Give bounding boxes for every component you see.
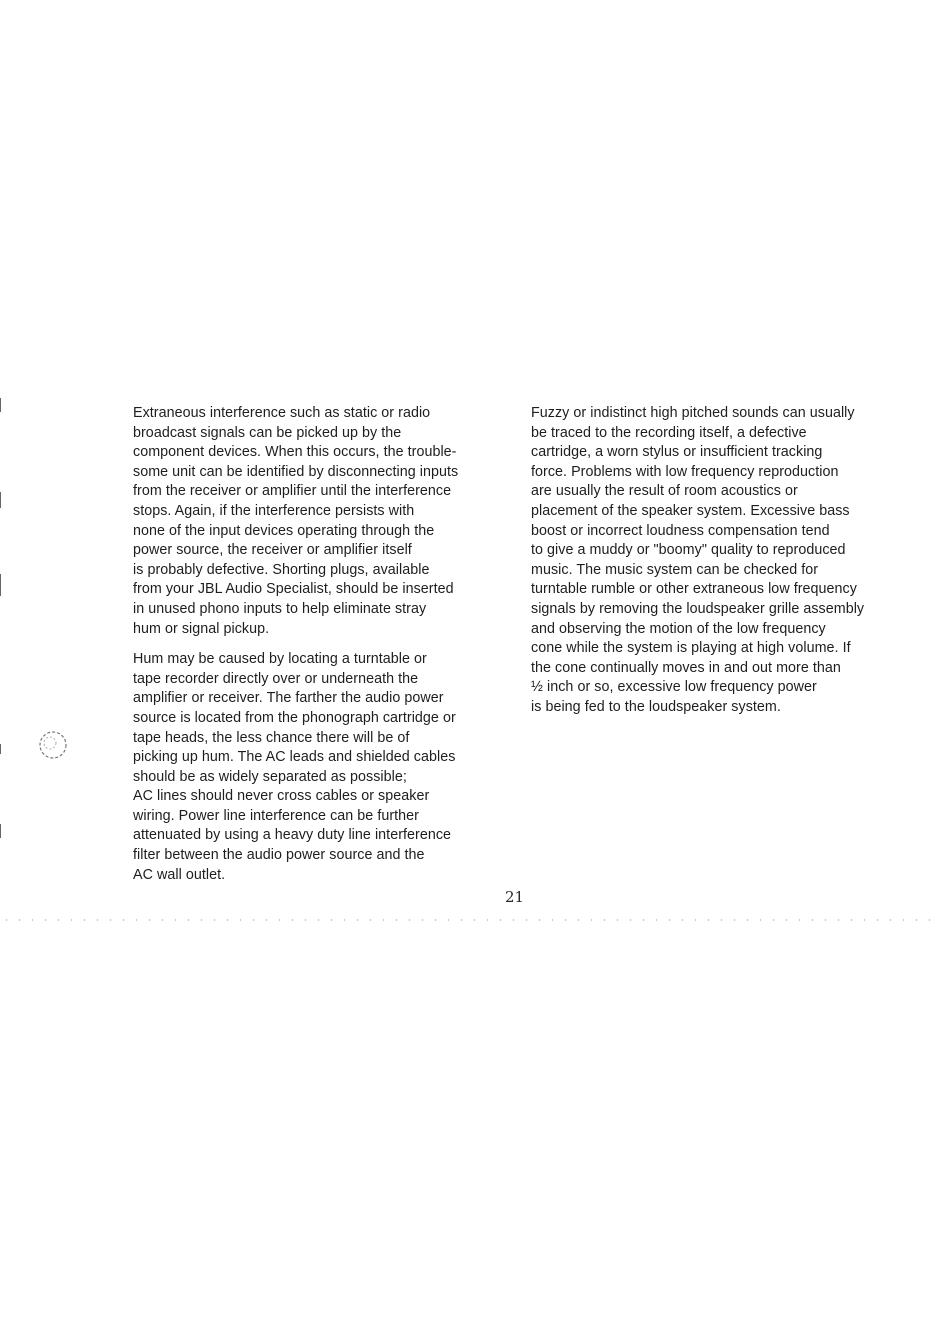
text-line: placement of the speaker system. Excessive bass bbox=[531, 502, 850, 519]
text-line: from your JBL Audio Specialist, should be inserted bbox=[133, 581, 454, 598]
text-line: none of the input devices operating through the bbox=[133, 522, 435, 539]
scan-noise-line bbox=[0, 918, 936, 922]
text-line: source is located from the phonograph cartridge or bbox=[133, 709, 456, 726]
text-line: is being fed to the loudspeaker system. bbox=[531, 698, 781, 715]
text-line: wiring. Power line interference can be further bbox=[133, 807, 419, 824]
text-line: is probably defective. Shorting plugs, available bbox=[133, 561, 430, 578]
text-line: hum or signal pickup. bbox=[133, 620, 270, 637]
text-line: picking up hum. The AC leads and shielded cables bbox=[133, 749, 456, 766]
text-line: and observing the motion of the low frequency bbox=[531, 620, 826, 637]
scan-margin-mark bbox=[0, 492, 1, 508]
text-line: AC wall outlet. bbox=[133, 866, 226, 883]
text-line: broadcast signals can be picked up by the bbox=[133, 424, 402, 441]
paragraph-spacer bbox=[133, 639, 513, 650]
right-column bbox=[531, 404, 911, 718]
text-line: be traced to the recording itself, a defective bbox=[531, 424, 807, 441]
text-line: boost or incorrect loudness compensation tend bbox=[531, 522, 830, 539]
binder-hole-icon bbox=[36, 728, 70, 762]
text-line: component devices. When this occurs, the trouble- bbox=[133, 444, 457, 461]
text-line: tape recorder directly over or underneath the bbox=[133, 670, 419, 687]
text-line: should be as widely separated as possible; bbox=[133, 768, 407, 785]
page-number: 21 bbox=[505, 888, 525, 906]
text-line: power source, the receiver or amplifier itself bbox=[133, 542, 412, 559]
scan-margin-mark bbox=[0, 744, 1, 754]
text-line: from the receiver or amplifier until the interference bbox=[133, 483, 452, 500]
left-paragraph-hum-interference bbox=[133, 404, 513, 639]
text-line: AC lines should never cross cables or speaker bbox=[133, 788, 430, 805]
text-line: cone while the system is playing at high volume. If bbox=[531, 640, 851, 657]
scan-margin-mark bbox=[0, 398, 1, 412]
text-line: Fuzzy or indistinct high pitched sounds can usually bbox=[531, 405, 855, 421]
text-line: Hum may be caused by locating a turntable or bbox=[133, 651, 427, 668]
scan-margin-mark bbox=[0, 574, 1, 596]
text-line: ½ inch or so, excessive low frequency power bbox=[531, 679, 817, 696]
text-line: stops. Again, if the interference persists with bbox=[133, 502, 415, 519]
text-line: amplifier or receiver. The farther the audio power bbox=[133, 690, 444, 707]
text-line: cartridge, a worn stylus or insufficient tracking bbox=[531, 444, 823, 461]
text-line: turntable rumble or other extraneous low frequency bbox=[531, 581, 857, 598]
left-column bbox=[133, 404, 513, 885]
text-line: the cone continually moves in and out more than bbox=[531, 659, 841, 676]
scan-margin-mark bbox=[0, 824, 1, 838]
text-line: in unused phono inputs to help eliminate stray bbox=[133, 600, 427, 617]
text-line: force. Problems with low frequency reproduction bbox=[531, 463, 839, 480]
text-line: music. The music system can be checked for bbox=[531, 561, 819, 578]
left-paragraph-hum-placement bbox=[133, 650, 513, 885]
text-line: to give a muddy or "boomy" quality to reproduced bbox=[531, 542, 846, 559]
text-line: signals by removing the loudspeaker grille assembly bbox=[531, 600, 865, 617]
text-line: Extraneous interference such as static or radio bbox=[133, 405, 431, 421]
right-paragraph-sound-quality bbox=[531, 404, 911, 718]
text-line: filter between the audio power source and the bbox=[133, 847, 425, 864]
text-line: tape heads, the less chance there will be of bbox=[133, 729, 410, 746]
text-line: are usually the result of room acoustics or bbox=[531, 483, 798, 500]
text-line: attenuated by using a heavy duty line interference bbox=[133, 827, 452, 844]
text-line: some unit can be identified by disconnecting inputs bbox=[133, 463, 459, 480]
